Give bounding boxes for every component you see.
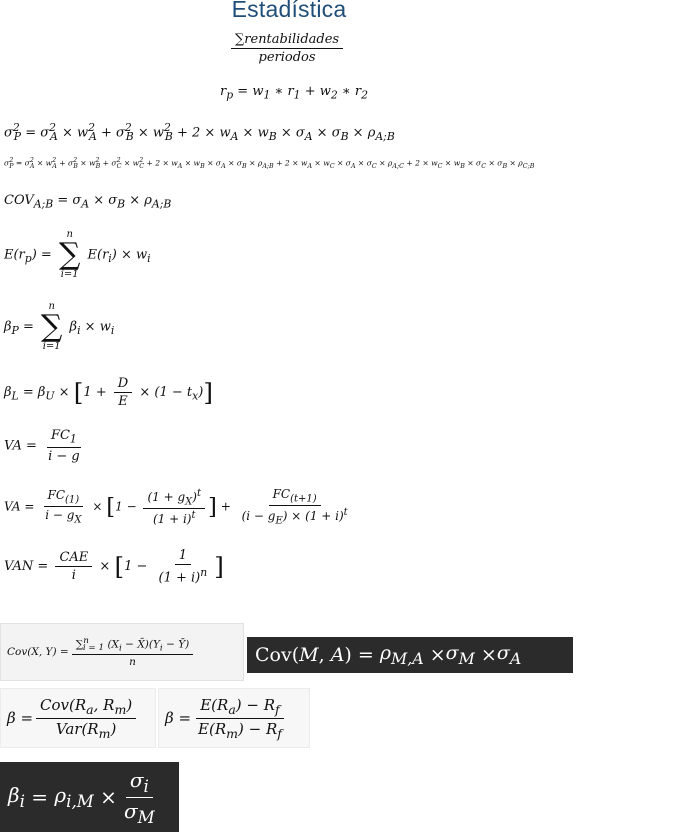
beta-covariance-box: β = $\frac{Cov(R_a, R_m)}{Var(R_m)}$ — [0, 688, 156, 748]
portfolio-beta-formula: $\beta_P$ = n ∑ i=1 $\beta_i \times w_i$ — [4, 301, 115, 352]
beta-excess-box: β = $\frac{E(R_a) - R_f}{E(R_m) - R_f}$ — [158, 688, 310, 748]
perpetuity-value-formula: VA = $\frac{FC_1}{i - g}$ — [4, 428, 80, 464]
sample-covariance-box: Cov(X, Y) = $\frac{\sum^n_{i = 1} (X_i - X̄)(Y_i - Ȳ)}{n}$ — [0, 623, 244, 681]
mean-denominator: periodos — [258, 50, 316, 65]
levered-beta-formula: $\beta_L = \beta_U \times [1$ + $\frac{D}{E}$ × $(1 - t_x)$] — [4, 376, 213, 409]
beta-correlation-box: $\beta_i$ = $\rho_{i,M}$ × $\frac{\sigma_i}{\sigma_M}$ — [0, 762, 179, 832]
mean-numerator: ∑rentabilidades — [231, 32, 343, 49]
expected-return-formula: $E(r_p)$ = n ∑ i=1 $E(r_i) \times w_i$ — [4, 229, 151, 280]
mean-formula — [228, 32, 346, 65]
cov-correlation-box: Cov( M , A ) = $\rho_{M,A}$ × $\sigma_M$ × $\sigma_A$ — [247, 637, 573, 673]
summation: n ∑ i=1 — [58, 229, 81, 280]
npv-annuity-formula: VAN = $\frac{\text{CAE}}{i}$ × [1 − $\frac{1}{(1 + i)^n}$ ] — [4, 548, 224, 586]
covariance-formula: $COV_{A;B} = \sigma_A \times \sigma_B \times \rho_{A;B}$ — [4, 193, 172, 211]
portfolio-return-formula: $r_p = w_1$ ∗ $r_1 + w_2$ ∗ $r_2$ — [220, 84, 368, 102]
variance-two-assets-formula: $\sigma^2_P = \sigma^2_A \times w^2_A + \sigma^2_B \times w^2_B + 2 \times w_A \times w_B \times \sigma_A \times \sigma_B \times \rho_{A;B}$ — [4, 121, 395, 143]
summation: n ∑ i=1 — [40, 301, 63, 352]
page-title: Estadística — [231, 0, 347, 22]
two-stage-value-formula: VA = $\frac{FC_{(1)}}{i - g_X}$ × [1 − $\frac{(1 + g_X)^t}{(1 + i)^t}$ ] + $\frac{FC_{(t+1)}}{(i - g_E) \times (1 + i)^t}$ — [4, 487, 348, 527]
variance-three-assets-formula: $\sigma^2_P = \sigma^2_A \times w^2_A + \sigma^2_B \times w^2_B + \sigma^2_C \times w^2_C + 2 \times w_A \times w_B \times \sigma_A \times \sigma_B \times \rho_{A;B} + 2 \times w_A \times w_C \times \sigma_A \times \sigma_C \times \rho_{A;C} + 2 \times w_C \times w_B \times \sigma_C \times \sigma_B \times \rho_{C;B}$ — [4, 157, 535, 171]
